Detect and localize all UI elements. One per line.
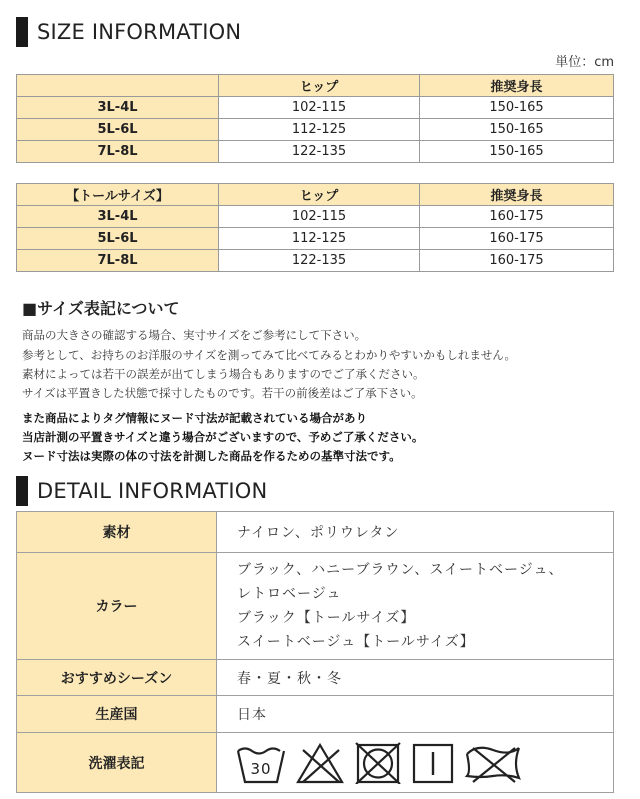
size-title-text: SIZE INFORMATION bbox=[37, 20, 242, 44]
table-row bbox=[17, 97, 614, 119]
table-row bbox=[17, 119, 614, 141]
color-value bbox=[217, 553, 614, 660]
note-line: サイズは平置きした状態で採寸したものです。若干の前後差はご了承下さい。 bbox=[22, 386, 423, 400]
size-cell: 5L-6L bbox=[17, 228, 219, 250]
header-cell: 推奨身長 bbox=[420, 75, 614, 97]
bold-note-line: また商品によりタグ情報にヌード寸法が記載されている場合があり bbox=[22, 411, 367, 425]
height-cell: 150-165 bbox=[420, 141, 614, 163]
color-line: ブラック【トールサイズ】 bbox=[237, 610, 416, 626]
size-cell: 5L-6L bbox=[17, 119, 219, 141]
bold-note-line: 当店計測の平置きサイズと違う場合がございますので、予めご了承ください。 bbox=[22, 430, 424, 444]
hip-cell: 122-135 bbox=[219, 141, 420, 163]
color-line: ブラック、ハニーブラウン、スイートベージュ、 bbox=[237, 562, 564, 578]
wash-temp-text: 30 bbox=[250, 759, 272, 778]
note-line: 参考として、お持ちのお洋服のサイズを測ってみて比べてみるとわかりやすいかもしれません。 bbox=[22, 348, 517, 362]
header-cell bbox=[17, 75, 219, 97]
color-line: スイートベージュ【トールサイズ】 bbox=[237, 634, 475, 650]
no-wring-icon bbox=[463, 742, 523, 784]
size-cell: 7L-8L bbox=[17, 250, 219, 272]
table-row bbox=[17, 228, 614, 250]
table-row bbox=[17, 660, 614, 696]
table-header-row bbox=[17, 184, 614, 206]
table-row bbox=[17, 206, 614, 228]
size-cell: 3L-4L bbox=[17, 97, 219, 119]
hip-cell: 112-125 bbox=[219, 119, 420, 141]
material-value: ナイロン、ポリウレタン bbox=[217, 512, 614, 553]
height-cell: 160-175 bbox=[420, 250, 614, 272]
header-cell: 【トールサイズ】 bbox=[17, 184, 219, 206]
height-cell: 150-165 bbox=[420, 119, 614, 141]
care-label: 洗濯表記 bbox=[17, 733, 217, 793]
season-value: 春・夏・秋・冬 bbox=[217, 660, 614, 696]
title-bar bbox=[16, 17, 28, 47]
material-label: 素材 bbox=[17, 512, 217, 553]
hip-cell: 102-115 bbox=[219, 97, 420, 119]
table-row bbox=[17, 696, 614, 733]
table-row bbox=[17, 733, 614, 793]
size-section-title bbox=[16, 16, 241, 48]
detail-section-title bbox=[16, 475, 267, 507]
header-cell: 推奨身長 bbox=[420, 184, 614, 206]
line-dry-icon bbox=[411, 742, 455, 784]
no-bleach-icon bbox=[295, 742, 345, 784]
height-cell: 160-175 bbox=[420, 206, 614, 228]
detail-title-text: DETAIL INFORMATION bbox=[37, 479, 268, 503]
header-cell: ヒップ bbox=[219, 75, 420, 97]
unit-label: 単位：cm bbox=[555, 55, 614, 70]
size-cell: 3L-4L bbox=[17, 206, 219, 228]
height-cell: 160-175 bbox=[420, 228, 614, 250]
wash-30-icon bbox=[235, 742, 287, 784]
height-cell: 150-165 bbox=[420, 97, 614, 119]
care-icons bbox=[217, 733, 614, 793]
hip-cell: 112-125 bbox=[219, 228, 420, 250]
header-cell: ヒップ bbox=[219, 184, 420, 206]
size-table-regular bbox=[16, 74, 614, 163]
detail-table bbox=[16, 511, 614, 793]
size-table-tall bbox=[16, 183, 614, 272]
notes-title: ■サイズ表記について bbox=[22, 299, 180, 318]
hip-cell: 102-115 bbox=[219, 206, 420, 228]
size-cell: 7L-8L bbox=[17, 141, 219, 163]
origin-label: 生産国 bbox=[17, 696, 217, 733]
bold-note-line: ヌード寸法は実際の体の寸法を計測した商品を作るための基準寸法です。 bbox=[22, 449, 401, 463]
origin-value: 日本 bbox=[217, 696, 614, 733]
title-bar bbox=[16, 476, 28, 506]
table-row bbox=[17, 250, 614, 272]
note-line: 商品の大きさの確認する場合、実寸サイズをご参考にして下さい。 bbox=[22, 328, 367, 342]
color-line: レトロベージュ bbox=[237, 586, 342, 602]
hip-cell: 122-135 bbox=[219, 250, 420, 272]
table-row bbox=[17, 553, 614, 660]
note-line: 素材によっては若干の誤差が出てしまう場合もありますのでご了承ください。 bbox=[22, 367, 425, 381]
no-tumble-dry-icon bbox=[353, 742, 403, 784]
table-row bbox=[17, 141, 614, 163]
table-row bbox=[17, 512, 614, 553]
color-label: カラー bbox=[17, 553, 217, 660]
table-header-row bbox=[17, 75, 614, 97]
season-label: おすすめシーズン bbox=[17, 660, 217, 696]
